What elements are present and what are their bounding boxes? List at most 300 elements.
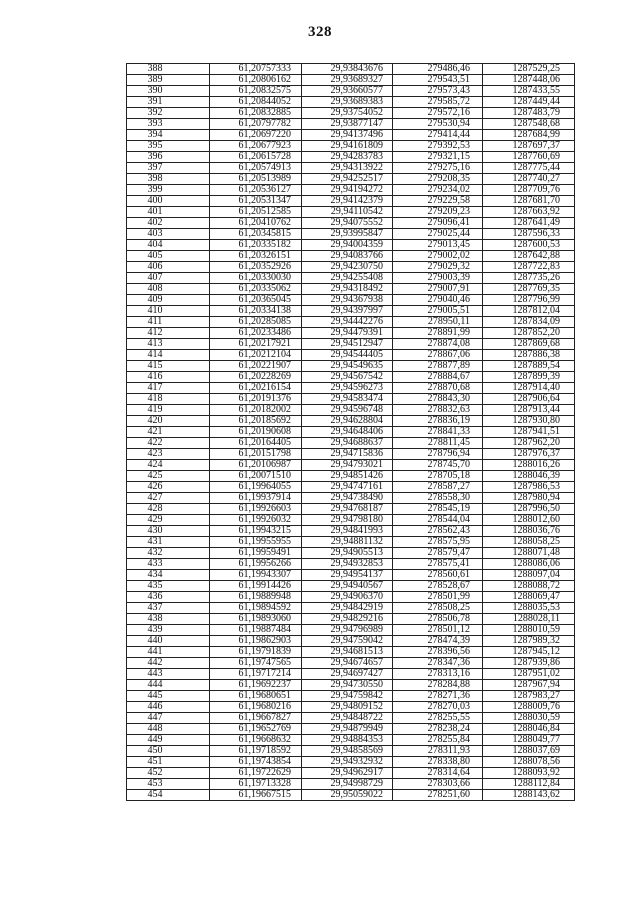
y-coordinate-cell: 1287642,88: [483, 251, 575, 262]
point-number-cell: 392: [127, 108, 210, 119]
longitude-cell: 29,94842919: [302, 603, 393, 614]
latitude-cell: 61,19717214: [210, 669, 302, 680]
latitude-cell: 61,20806162: [210, 75, 302, 86]
longitude-cell: 29,93660577: [302, 86, 393, 97]
table-row: [127, 108, 575, 119]
x-coordinate-cell: 279572,16: [393, 108, 483, 119]
longitude-cell: 29,94884353: [302, 735, 393, 746]
point-number-cell: 410: [127, 306, 210, 317]
longitude-cell: 29,94848722: [302, 713, 393, 724]
y-coordinate-cell: 1288071,48: [483, 548, 575, 559]
longitude-cell: 29,94829216: [302, 614, 393, 625]
x-coordinate-cell: 278884,67: [393, 372, 483, 383]
longitude-cell: 29,94697427: [302, 669, 393, 680]
table-row: [127, 361, 575, 372]
latitude-cell: 61,19894592: [210, 603, 302, 614]
point-number-cell: 395: [127, 141, 210, 152]
table-row: [127, 229, 575, 240]
table-row: [127, 636, 575, 647]
point-number-cell: 394: [127, 130, 210, 141]
table-row: [127, 163, 575, 174]
latitude-cell: 61,20832575: [210, 86, 302, 97]
latitude-cell: 61,19668632: [210, 735, 302, 746]
latitude-cell: 61,19722629: [210, 768, 302, 779]
latitude-cell: 61,20335182: [210, 240, 302, 251]
point-number-cell: 419: [127, 405, 210, 416]
point-number-cell: 391: [127, 97, 210, 108]
point-number-cell: 453: [127, 779, 210, 790]
table-row: [127, 691, 575, 702]
longitude-cell: 29,94075552: [302, 218, 393, 229]
y-coordinate-cell: 1287889,54: [483, 361, 575, 372]
longitude-cell: 29,95059022: [302, 790, 393, 801]
point-number-cell: 422: [127, 438, 210, 449]
longitude-cell: 29,94796989: [302, 625, 393, 636]
point-number-cell: 423: [127, 449, 210, 460]
x-coordinate-cell: 279096,41: [393, 218, 483, 229]
point-number-cell: 401: [127, 207, 210, 218]
latitude-cell: 61,20531347: [210, 196, 302, 207]
point-number-cell: 412: [127, 328, 210, 339]
x-coordinate-cell: 278303,66: [393, 779, 483, 790]
y-coordinate-cell: 1288030,59: [483, 713, 575, 724]
table-row: [127, 471, 575, 482]
latitude-cell: 61,19718592: [210, 746, 302, 757]
point-number-cell: 415: [127, 361, 210, 372]
y-coordinate-cell: 1287951,02: [483, 669, 575, 680]
longitude-cell: 29,94161809: [302, 141, 393, 152]
longitude-cell: 29,94544405: [302, 350, 393, 361]
longitude-cell: 29,94567542: [302, 372, 393, 383]
y-coordinate-cell: 1288143,62: [483, 790, 575, 801]
longitude-cell: 29,94738490: [302, 493, 393, 504]
x-coordinate-cell: 278745,70: [393, 460, 483, 471]
table-row: [127, 416, 575, 427]
table-row: [127, 603, 575, 614]
x-coordinate-cell: 278474,39: [393, 636, 483, 647]
table-row: [127, 273, 575, 284]
table-row: [127, 262, 575, 273]
x-coordinate-cell: 279003,39: [393, 273, 483, 284]
latitude-cell: 61,19926603: [210, 504, 302, 515]
x-coordinate-cell: 278501,99: [393, 592, 483, 603]
longitude-cell: 29,94674657: [302, 658, 393, 669]
table-row: [127, 196, 575, 207]
table-row: [127, 559, 575, 570]
longitude-cell: 29,94768187: [302, 504, 393, 515]
y-coordinate-cell: 1287529,25: [483, 64, 575, 75]
latitude-cell: 61,20334138: [210, 306, 302, 317]
x-coordinate-cell: 278870,68: [393, 383, 483, 394]
point-number-cell: 420: [127, 416, 210, 427]
y-coordinate-cell: 1287976,37: [483, 449, 575, 460]
table-row: [127, 713, 575, 724]
y-coordinate-cell: 1287869,68: [483, 339, 575, 350]
y-coordinate-cell: 1288088,72: [483, 581, 575, 592]
y-coordinate-cell: 1287722,83: [483, 262, 575, 273]
latitude-cell: 61,19889948: [210, 592, 302, 603]
y-coordinate-cell: 1287899,39: [483, 372, 575, 383]
table-row: [127, 185, 575, 196]
latitude-cell: 61,20330030: [210, 273, 302, 284]
point-number-cell: 396: [127, 152, 210, 163]
table-row: [127, 64, 575, 75]
x-coordinate-cell: 278575,41: [393, 559, 483, 570]
table-row: [127, 372, 575, 383]
x-coordinate-cell: 278843,30: [393, 394, 483, 405]
longitude-cell: 29,94194272: [302, 185, 393, 196]
point-number-cell: 450: [127, 746, 210, 757]
latitude-cell: 61,20513989: [210, 174, 302, 185]
x-coordinate-cell: 279005,51: [393, 306, 483, 317]
longitude-cell: 29,94809152: [302, 702, 393, 713]
longitude-cell: 29,94583474: [302, 394, 393, 405]
table-row: [127, 515, 575, 526]
latitude-cell: 61,20345815: [210, 229, 302, 240]
latitude-cell: 61,20106987: [210, 460, 302, 471]
longitude-cell: 29,93995847: [302, 229, 393, 240]
point-number-cell: 388: [127, 64, 210, 75]
latitude-cell: 61,19959491: [210, 548, 302, 559]
point-number-cell: 448: [127, 724, 210, 735]
table-row: [127, 174, 575, 185]
x-coordinate-cell: 278950,11: [393, 317, 483, 328]
latitude-cell: 61,19955955: [210, 537, 302, 548]
table-row: [127, 504, 575, 515]
point-number-cell: 435: [127, 581, 210, 592]
y-coordinate-cell: 1288093,92: [483, 768, 575, 779]
longitude-cell: 29,94255408: [302, 273, 393, 284]
latitude-cell: 61,20352926: [210, 262, 302, 273]
x-coordinate-cell: 278314,64: [393, 768, 483, 779]
y-coordinate-cell: 1288049,77: [483, 735, 575, 746]
y-coordinate-cell: 1288058,25: [483, 537, 575, 548]
y-coordinate-cell: 1287600,53: [483, 240, 575, 251]
table-row: [127, 339, 575, 350]
table-row: [127, 735, 575, 746]
table-row: [127, 75, 575, 86]
y-coordinate-cell: 1287986,53: [483, 482, 575, 493]
x-coordinate-cell: 278877,89: [393, 361, 483, 372]
x-coordinate-cell: 279530,94: [393, 119, 483, 130]
longitude-cell: 29,94798180: [302, 515, 393, 526]
x-coordinate-cell: 278562,43: [393, 526, 483, 537]
point-number-cell: 404: [127, 240, 210, 251]
table-row: [127, 130, 575, 141]
x-coordinate-cell: 279013,45: [393, 240, 483, 251]
x-coordinate-cell: 278338,80: [393, 757, 483, 768]
table-row: [127, 449, 575, 460]
x-coordinate-cell: 278255,55: [393, 713, 483, 724]
x-coordinate-cell: 279025,44: [393, 229, 483, 240]
table-row: [127, 702, 575, 713]
x-coordinate-cell: 278284,88: [393, 680, 483, 691]
longitude-cell: 29,94688637: [302, 438, 393, 449]
latitude-cell: 61,19943215: [210, 526, 302, 537]
point-number-cell: 400: [127, 196, 210, 207]
y-coordinate-cell: 1287663,92: [483, 207, 575, 218]
longitude-cell: 29,94841993: [302, 526, 393, 537]
table-row: [127, 141, 575, 152]
x-coordinate-cell: 278544,04: [393, 515, 483, 526]
y-coordinate-cell: 1287775,44: [483, 163, 575, 174]
x-coordinate-cell: 278796,94: [393, 449, 483, 460]
y-coordinate-cell: 1288097,04: [483, 570, 575, 581]
y-coordinate-cell: 1287914,40: [483, 383, 575, 394]
point-number-cell: 399: [127, 185, 210, 196]
y-coordinate-cell: 1288012,60: [483, 515, 575, 526]
point-number-cell: 425: [127, 471, 210, 482]
point-number-cell: 446: [127, 702, 210, 713]
y-coordinate-cell: 1287760,69: [483, 152, 575, 163]
table-row: [127, 493, 575, 504]
table-row: [127, 427, 575, 438]
y-coordinate-cell: 1288046,84: [483, 724, 575, 735]
x-coordinate-cell: 278575,95: [393, 537, 483, 548]
point-number-cell: 444: [127, 680, 210, 691]
latitude-cell: 61,19743854: [210, 757, 302, 768]
table-row: [127, 592, 575, 603]
latitude-cell: 61,20757333: [210, 64, 302, 75]
y-coordinate-cell: 1288028,11: [483, 614, 575, 625]
point-number-cell: 417: [127, 383, 210, 394]
table-row: [127, 790, 575, 801]
y-coordinate-cell: 1288010,59: [483, 625, 575, 636]
latitude-cell: 61,20844052: [210, 97, 302, 108]
x-coordinate-cell: 278560,61: [393, 570, 483, 581]
x-coordinate-cell: 279321,15: [393, 152, 483, 163]
x-coordinate-cell: 279275,16: [393, 163, 483, 174]
longitude-cell: 29,94367938: [302, 295, 393, 306]
point-number-cell: 429: [127, 515, 210, 526]
latitude-cell: 61,20185692: [210, 416, 302, 427]
latitude-cell: 61,20832885: [210, 108, 302, 119]
y-coordinate-cell: 1288046,39: [483, 471, 575, 482]
table-row: [127, 680, 575, 691]
x-coordinate-cell: 279486,46: [393, 64, 483, 75]
y-coordinate-cell: 1287941,51: [483, 427, 575, 438]
point-number-cell: 451: [127, 757, 210, 768]
longitude-cell: 29,94793021: [302, 460, 393, 471]
longitude-cell: 29,94681513: [302, 647, 393, 658]
latitude-cell: 61,20217921: [210, 339, 302, 350]
longitude-cell: 29,94083766: [302, 251, 393, 262]
x-coordinate-cell: 278558,30: [393, 493, 483, 504]
longitude-cell: 29,94715836: [302, 449, 393, 460]
table-row: [127, 570, 575, 581]
latitude-cell: 61,20512585: [210, 207, 302, 218]
point-number-cell: 405: [127, 251, 210, 262]
coordinates-table-body: [127, 64, 575, 801]
longitude-cell: 29,94881132: [302, 537, 393, 548]
table-row: [127, 207, 575, 218]
x-coordinate-cell: 278587,27: [393, 482, 483, 493]
table-row: [127, 284, 575, 295]
table-row: [127, 383, 575, 394]
y-coordinate-cell: 1287989,32: [483, 636, 575, 647]
table-row: [127, 669, 575, 680]
x-coordinate-cell: 279543,51: [393, 75, 483, 86]
point-number-cell: 449: [127, 735, 210, 746]
point-number-cell: 445: [127, 691, 210, 702]
y-coordinate-cell: 1287433,55: [483, 86, 575, 97]
latitude-cell: 61,19680216: [210, 702, 302, 713]
latitude-cell: 61,20335062: [210, 284, 302, 295]
table-row: [127, 97, 575, 108]
point-number-cell: 406: [127, 262, 210, 273]
y-coordinate-cell: 1287962,20: [483, 438, 575, 449]
point-number-cell: 438: [127, 614, 210, 625]
longitude-cell: 29,94628804: [302, 416, 393, 427]
point-number-cell: 452: [127, 768, 210, 779]
longitude-cell: 29,94512947: [302, 339, 393, 350]
y-coordinate-cell: 1287967,94: [483, 680, 575, 691]
x-coordinate-cell: 279007,91: [393, 284, 483, 295]
table-row: [127, 779, 575, 790]
table-row: [127, 295, 575, 306]
x-coordinate-cell: 278545,19: [393, 504, 483, 515]
x-coordinate-cell: 279585,72: [393, 97, 483, 108]
point-number-cell: 441: [127, 647, 210, 658]
latitude-cell: 61,20221907: [210, 361, 302, 372]
longitude-cell: 29,94759042: [302, 636, 393, 647]
table-row: [127, 328, 575, 339]
y-coordinate-cell: 1287483,79: [483, 108, 575, 119]
table-row: [127, 658, 575, 669]
y-coordinate-cell: 1288035,53: [483, 603, 575, 614]
latitude-cell: 61,19914426: [210, 581, 302, 592]
longitude-cell: 29,93689327: [302, 75, 393, 86]
table-row: [127, 746, 575, 757]
point-number-cell: 408: [127, 284, 210, 295]
latitude-cell: 61,20182002: [210, 405, 302, 416]
latitude-cell: 61,19887484: [210, 625, 302, 636]
point-number-cell: 436: [127, 592, 210, 603]
longitude-cell: 29,94318492: [302, 284, 393, 295]
longitude-cell: 29,94596273: [302, 383, 393, 394]
longitude-cell: 29,93877147: [302, 119, 393, 130]
x-coordinate-cell: 278528,67: [393, 581, 483, 592]
latitude-cell: 61,20365045: [210, 295, 302, 306]
point-number-cell: 443: [127, 669, 210, 680]
latitude-cell: 61,19893060: [210, 614, 302, 625]
latitude-cell: 61,20216154: [210, 383, 302, 394]
point-number-cell: 416: [127, 372, 210, 383]
point-number-cell: 389: [127, 75, 210, 86]
x-coordinate-cell: 278891,99: [393, 328, 483, 339]
longitude-cell: 29,94596748: [302, 405, 393, 416]
table-row: [127, 625, 575, 636]
y-coordinate-cell: 1287681,70: [483, 196, 575, 207]
point-number-cell: 431: [127, 537, 210, 548]
y-coordinate-cell: 1287852,20: [483, 328, 575, 339]
point-number-cell: 433: [127, 559, 210, 570]
table-row: [127, 394, 575, 405]
latitude-cell: 61,19964055: [210, 482, 302, 493]
point-number-cell: 427: [127, 493, 210, 504]
longitude-cell: 29,94252517: [302, 174, 393, 185]
x-coordinate-cell: 278396,56: [393, 647, 483, 658]
page-number: 328: [308, 24, 332, 40]
y-coordinate-cell: 1287834,09: [483, 317, 575, 328]
latitude-cell: 61,20797782: [210, 119, 302, 130]
latitude-cell: 61,19956266: [210, 559, 302, 570]
longitude-cell: 29,94230750: [302, 262, 393, 273]
x-coordinate-cell: 278508,25: [393, 603, 483, 614]
y-coordinate-cell: 1287906,64: [483, 394, 575, 405]
point-number-cell: 424: [127, 460, 210, 471]
point-number-cell: 402: [127, 218, 210, 229]
longitude-cell: 29,94479391: [302, 328, 393, 339]
latitude-cell: 61,20233486: [210, 328, 302, 339]
latitude-cell: 61,20410762: [210, 218, 302, 229]
x-coordinate-cell: 278238,24: [393, 724, 483, 735]
longitude-cell: 29,94905513: [302, 548, 393, 559]
x-coordinate-cell: 278255,84: [393, 735, 483, 746]
x-coordinate-cell: 278841,33: [393, 427, 483, 438]
point-number-cell: 426: [127, 482, 210, 493]
table-row: [127, 240, 575, 251]
longitude-cell: 29,94851426: [302, 471, 393, 482]
point-number-cell: 411: [127, 317, 210, 328]
latitude-cell: 61,20151798: [210, 449, 302, 460]
table-row: [127, 350, 575, 361]
x-coordinate-cell: 278874,08: [393, 339, 483, 350]
point-number-cell: 439: [127, 625, 210, 636]
latitude-cell: 61,19667515: [210, 790, 302, 801]
longitude-cell: 29,93689383: [302, 97, 393, 108]
point-number-cell: 403: [127, 229, 210, 240]
y-coordinate-cell: 1287684,99: [483, 130, 575, 141]
point-number-cell: 398: [127, 174, 210, 185]
point-number-cell: 414: [127, 350, 210, 361]
latitude-cell: 61,20228269: [210, 372, 302, 383]
x-coordinate-cell: 278705,18: [393, 471, 483, 482]
point-number-cell: 442: [127, 658, 210, 669]
x-coordinate-cell: 278251,60: [393, 790, 483, 801]
longitude-cell: 29,94940567: [302, 581, 393, 592]
y-coordinate-cell: 1288037,69: [483, 746, 575, 757]
table-row: [127, 438, 575, 449]
longitude-cell: 29,94759842: [302, 691, 393, 702]
y-coordinate-cell: 1287945,12: [483, 647, 575, 658]
latitude-cell: 61,20164405: [210, 438, 302, 449]
point-number-cell: 428: [127, 504, 210, 515]
y-coordinate-cell: 1287983,27: [483, 691, 575, 702]
longitude-cell: 29,94313922: [302, 163, 393, 174]
latitude-cell: 61,20191376: [210, 394, 302, 405]
x-coordinate-cell: 278506,78: [393, 614, 483, 625]
x-coordinate-cell: 278836,19: [393, 416, 483, 427]
table-row: [127, 537, 575, 548]
latitude-cell: 61,19713328: [210, 779, 302, 790]
y-coordinate-cell: 1287812,04: [483, 306, 575, 317]
x-coordinate-cell: 279029,32: [393, 262, 483, 273]
x-coordinate-cell: 278270,03: [393, 702, 483, 713]
y-coordinate-cell: 1287596,33: [483, 229, 575, 240]
y-coordinate-cell: 1287913,44: [483, 405, 575, 416]
longitude-cell: 29,93754052: [302, 108, 393, 119]
longitude-cell: 29,94858569: [302, 746, 393, 757]
y-coordinate-cell: 1287735,26: [483, 273, 575, 284]
x-coordinate-cell: 279229,58: [393, 196, 483, 207]
longitude-cell: 29,94442276: [302, 317, 393, 328]
latitude-cell: 61,20190608: [210, 427, 302, 438]
longitude-cell: 29,94962917: [302, 768, 393, 779]
x-coordinate-cell: 278867,06: [393, 350, 483, 361]
longitude-cell: 29,94932853: [302, 559, 393, 570]
x-coordinate-cell: 278347,36: [393, 658, 483, 669]
